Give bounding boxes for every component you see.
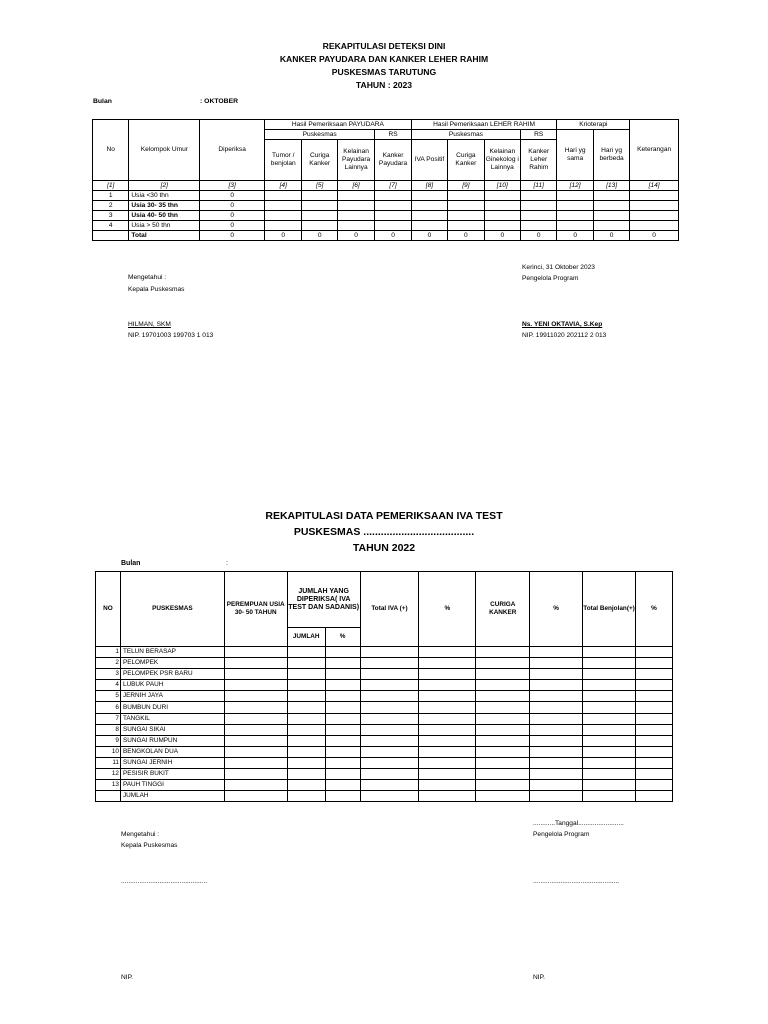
row-puskesmas-name: BUMBUN DURI — [120, 702, 224, 713]
rs-a-header: RS — [375, 130, 411, 140]
table-row — [96, 680, 673, 691]
index-cell: [3] — [200, 181, 265, 191]
total-row — [93, 231, 679, 241]
table-row — [96, 713, 673, 724]
table-row — [96, 702, 673, 713]
table-row — [96, 691, 673, 702]
col-pct4-header: % — [636, 572, 673, 647]
total-value: 0 — [375, 231, 411, 241]
report2-month-label: Bulan — [121, 560, 141, 567]
table-row — [96, 669, 673, 680]
table-row — [96, 647, 673, 658]
row-puskesmas-name: PELOMPEK PSR BARU — [120, 669, 224, 680]
row-no: 1 — [93, 191, 129, 201]
report2-table — [95, 571, 673, 802]
col-lump-header: Tumor / benjolan — [265, 140, 302, 181]
report2-manager-signature-line: ............................................... — [533, 878, 620, 885]
row-no: 8 — [96, 724, 121, 735]
row-no: 9 — [96, 735, 121, 746]
col-cervical-cancer-header: Kanker Leher Rahim — [521, 140, 557, 181]
row-no: 12 — [96, 769, 121, 780]
report2-title-line3: TAHUN 2022 — [352, 542, 416, 554]
row-no: 4 — [93, 221, 129, 231]
table-row — [96, 757, 673, 768]
index-cell: [9] — [448, 181, 484, 191]
report2-title-line1: REKAPITULASI DATA PEMERIKSAAN IVA TEST — [265, 510, 503, 522]
table-row — [93, 221, 679, 231]
col-examined-header: Diperiksa — [200, 120, 265, 181]
report1-title-line1: REKAPITULASI DETEKSI DINI — [322, 41, 446, 51]
row-no: 4 — [96, 680, 121, 691]
col-no-header: NO — [96, 572, 121, 647]
report2-date: ............Tanggal......................... — [533, 820, 624, 827]
cryo-header: Krioterapi — [557, 120, 630, 130]
report2-head-nip: NIP. — [121, 974, 133, 981]
total-value: 0 — [337, 231, 374, 241]
total-value: 0 — [411, 231, 447, 241]
table-row — [96, 658, 673, 669]
total-value: 0 — [200, 231, 265, 241]
cervix-group-header: Hasil Pemeriksaan LEHER RAHIM — [411, 120, 557, 130]
col-diff-day-header: Hari yg berbeda — [593, 130, 629, 181]
col-notes-header: Keterangan — [630, 120, 679, 181]
col-suspect-a-header: Curiga Kanker — [302, 140, 337, 181]
row-puskesmas-name: BENGKOLAN DUA — [120, 746, 224, 757]
report1-manager-nip: NIP. 19911020 202112 2 013 — [522, 332, 607, 339]
index-cell: [11] — [521, 181, 557, 191]
col-other-breast-header: Kelainan Payudara Lainnya — [337, 140, 374, 181]
row-no: 10 — [96, 746, 121, 757]
col-total-iva-header: Total IVA (+) — [360, 572, 419, 647]
total-value: 0 — [630, 231, 679, 241]
report1-manager-name: Ns. YENI OKTAVIA, S.Kep — [522, 321, 603, 328]
rs-b-header: RS — [521, 130, 557, 140]
examined-group-header: JUMLAH YANG DIPERIKSA( IVA TEST DAN SADANIS) — [287, 572, 360, 628]
row-no: 13 — [96, 780, 121, 791]
report1-month-label: Bulan — [93, 98, 112, 105]
col-pct2-header: % — [419, 572, 476, 647]
row-examined: 0 — [200, 201, 265, 211]
table-row — [93, 201, 679, 211]
report2-title-line2: PUSKESMAS ...................................... — [293, 526, 475, 538]
col-iva-positive-header: IVA Positif — [411, 140, 447, 181]
table-row — [93, 191, 679, 201]
report1-head-nip: NIP. 19701003 199703 1 013 — [128, 332, 214, 339]
total-value: 0 — [557, 231, 593, 241]
report2-head-signature-line: ............................................... — [121, 878, 208, 885]
col-total-lump-header: Total Benjolan(+) — [583, 572, 636, 647]
report2-head-title: Kepala Puskesmas — [121, 842, 178, 849]
report1-known-by: Mengetahui : — [128, 274, 167, 281]
index-cell: [12] — [557, 181, 593, 191]
row-no: 5 — [96, 691, 121, 702]
col-women-header: PEREMPUAN USIA 30- 50 TAHUN — [224, 572, 287, 647]
col-pct3-header: % — [530, 572, 583, 647]
total-value: 0 — [302, 231, 337, 241]
row-puskesmas-name: JERNIH JAYA — [120, 691, 224, 702]
index-cell: [8] — [411, 181, 447, 191]
total-label: JUMLAH — [120, 791, 224, 802]
report1-head-title: Kepala Puskesmas — [128, 286, 185, 293]
puskesmas-b-header: Puskesmas — [411, 130, 520, 140]
report1-head-name: HILMAN, SKM — [128, 321, 171, 328]
row-no: 6 — [96, 702, 121, 713]
row-puskesmas-name: LUBUK PAUH — [120, 680, 224, 691]
index-cell: [13] — [593, 181, 629, 191]
col-pct1-header: % — [325, 628, 360, 647]
index-cell: [14] — [630, 181, 679, 191]
index-cell: [4] — [265, 181, 302, 191]
table-row — [96, 724, 673, 735]
total-value: 0 — [593, 231, 629, 241]
report2-known-by: Mengetahui : — [121, 831, 160, 838]
col-puskesmas-header: PUSKESMAS — [120, 572, 224, 647]
row-age: Usia <30 thn — [129, 191, 200, 201]
row-puskesmas-name: PESISIR BUKIT — [120, 769, 224, 780]
row-no: 1 — [96, 647, 121, 658]
total-value: 0 — [521, 231, 557, 241]
row-no: 3 — [93, 211, 129, 221]
row-no: 7 — [96, 713, 121, 724]
row-no: 11 — [96, 757, 121, 768]
puskesmas-a-header: Puskesmas — [265, 130, 375, 140]
index-cell: [7] — [375, 181, 411, 191]
row-puskesmas-name: TANGKIL — [120, 713, 224, 724]
table-row — [93, 211, 679, 221]
col-other-gyn-header: Kelainan Ginekolog i Lainnya — [484, 140, 520, 181]
index-cell: [6] — [337, 181, 374, 191]
total-label: Total — [129, 231, 200, 241]
report2-month-value: : — [226, 560, 228, 567]
report1-title-line2: KANKER PAYUDARA DAN KANKER LEHER RAHIM — [279, 54, 489, 64]
report1-title-line3: PUSKESMAS TARUTUNG — [331, 67, 437, 77]
row-no: 2 — [96, 658, 121, 669]
col-count-header: JUMLAH — [287, 628, 325, 647]
row-puskesmas-name: TELUN BERASAP — [120, 647, 224, 658]
col-no-header: No — [93, 120, 129, 181]
table-row — [96, 735, 673, 746]
col-suspect-header: CURIGA KANKER — [476, 572, 530, 647]
row-puskesmas-name: PAUH TINGGI — [120, 780, 224, 791]
index-cell: [10] — [484, 181, 520, 191]
table-row — [96, 769, 673, 780]
col-breast-cancer-header: Kanker Payudara — [375, 140, 411, 181]
report1-table — [92, 119, 679, 241]
row-examined: 0 — [200, 191, 265, 201]
index-cell: [1] — [93, 181, 129, 191]
col-same-day-header: Hari yg sama — [557, 130, 593, 181]
row-no: 2 — [93, 201, 129, 211]
report2-manager-title: Pengelola Program — [533, 831, 590, 838]
row-puskesmas-name: SUNGAI SIKAI — [120, 724, 224, 735]
row-puskesmas-name: SUNGAI RUMPUN — [120, 735, 224, 746]
breast-group-header: Hasil Pemeriksaan PAYUDARA — [265, 120, 412, 130]
row-puskesmas-name: PELOMPEK — [120, 658, 224, 669]
table-row — [96, 780, 673, 791]
table-row — [96, 746, 673, 757]
report1-month-value: : OKTOBER — [200, 98, 239, 105]
report1-manager-title: Pengelola Program — [522, 275, 579, 282]
row-no: 3 — [96, 669, 121, 680]
row-examined: 0 — [200, 211, 265, 221]
total-value: 0 — [265, 231, 302, 241]
col-suspect-b-header: Curiga Kanker — [448, 140, 484, 181]
report1-title-line4: TAHUN : 2023 — [355, 80, 413, 90]
total-value: 0 — [484, 231, 520, 241]
row-age: Usia 40- 50 thn — [129, 211, 200, 221]
row-age: Usia 30- 35 thn — [129, 201, 200, 211]
total-row — [96, 791, 673, 802]
total-value: 0 — [448, 231, 484, 241]
row-age: Usia > 50 thn — [129, 221, 200, 231]
index-cell: [2] — [129, 181, 200, 191]
report2-manager-nip: NIP. — [533, 974, 545, 981]
row-puskesmas-name: SUNGAI JERNIH — [120, 757, 224, 768]
report1-date: Kerinci, 31 Oktober 2023 — [522, 264, 595, 271]
index-cell: [5] — [302, 181, 337, 191]
col-age-header: Kelompok Umur — [129, 120, 200, 181]
row-examined: 0 — [200, 221, 265, 231]
